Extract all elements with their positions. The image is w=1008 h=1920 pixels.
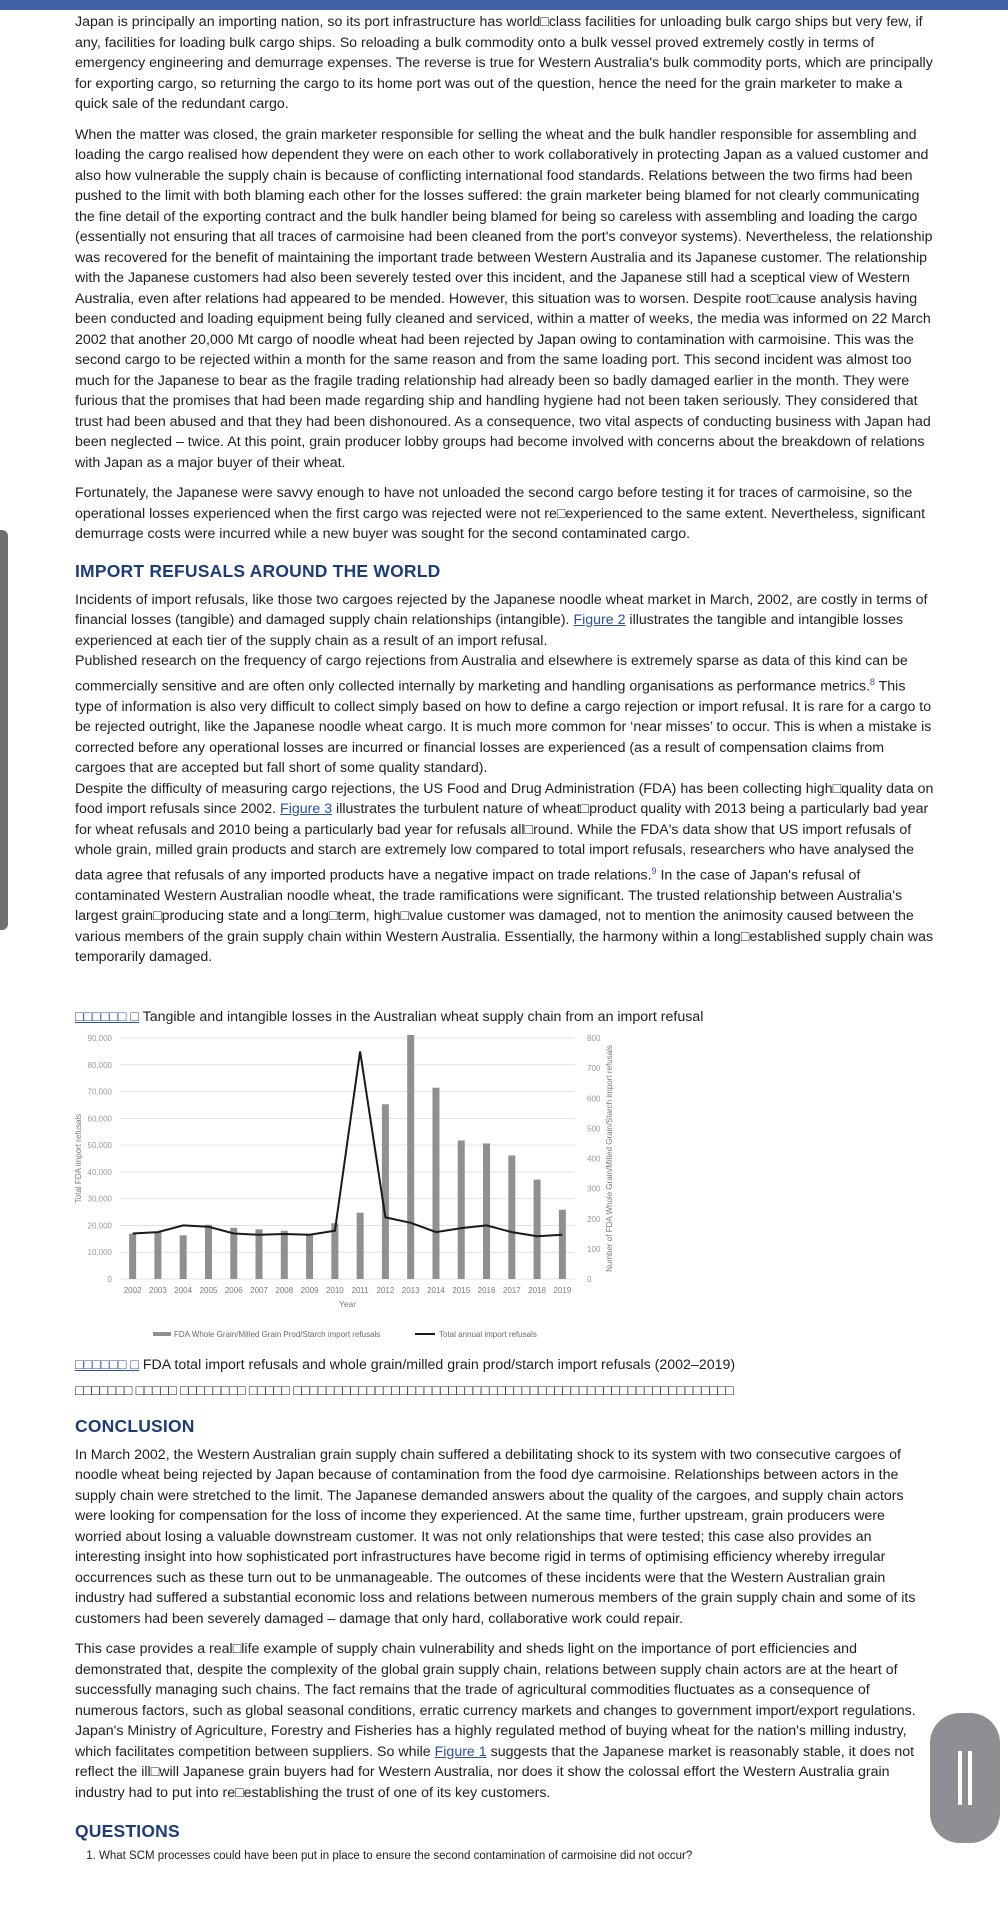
paragraph: Fortunately, the Japanese were savvy enough to have not unloaded the second cargo before testing it for traces of carmoisine, so the operational losses experienced when the first cargo was rejected were not re□experienced to the same extent. Nevertheless, significant demurrage costs were incurred while a new buyer was sought for the second contaminated cargo. xyxy=(75,485,926,542)
y-tick-label: 60,000 xyxy=(87,1114,112,1124)
x-tick-label: 2017 xyxy=(502,1285,521,1295)
figure-2-caption: □□□□□□ □ Tangible and intangible losses in the Australian wheat supply chain from an import refusal xyxy=(75,1008,704,1025)
y2-tick-label: 500 xyxy=(587,1124,601,1134)
questions-list xyxy=(75,1850,935,1862)
data-bar xyxy=(483,1143,490,1279)
x-tick-label: 2006 xyxy=(224,1285,243,1295)
x-tick-label: 2003 xyxy=(149,1285,167,1295)
y2-tick-label: 300 xyxy=(587,1184,601,1194)
y2-tick-label: 100 xyxy=(587,1244,601,1254)
figure-1-link[interactable]: Figure 1 xyxy=(434,1743,487,1760)
footnote-ref[interactable]: 8 xyxy=(869,676,875,687)
data-bar xyxy=(382,1104,389,1279)
garbled-note: □□□□□□□ □□□□□ □□□□□□□□ □□□□□ □□□□□□□□□□□□□□□□□□□□□□□□□□□□□□□□□□□□□□□□□□□□□□□□□□□□□□ xyxy=(75,1381,734,1398)
y-tick-label: 40,000 xyxy=(87,1167,112,1177)
y2-tick-label: 800 xyxy=(587,1033,601,1043)
refusals-chart-svg xyxy=(75,1026,635,1356)
paragraph: Published research on the frequency of cargo rejections from Australia and elsewhere is extremely sparse as data of this kind can be commercially sensitive and are often only collected internally by marketing and handling organisations as performance metrics.$^8$ This type of information is also very difficult to collect simply based on how to define a cargo rejection or import refusal. It is rare for a cargo to be rejected outright, like the Japanese noodle wheat cargo. It is much more common for ‘near misses’ to occur. This is when a mistake is corrected before any operational losses are incurred or financial losses are experienced (as a result of compensation claims from cargoes that are accepted but fall short of some quality standard). xyxy=(75,653,932,777)
x-axis-title: Year xyxy=(338,1298,357,1309)
y2-tick-label: 700 xyxy=(587,1064,601,1074)
data-bar xyxy=(154,1232,161,1279)
y-tick-label: 50,000 xyxy=(87,1141,112,1151)
y-tick-label: 10,000 xyxy=(87,1248,112,1258)
y-tick-label: 70,000 xyxy=(87,1087,112,1097)
y-tick-label: 30,000 xyxy=(87,1194,112,1204)
data-bar xyxy=(180,1235,187,1279)
footnote-ref[interactable]: 9 xyxy=(651,865,657,876)
paragraph: Despite the difficulty of measuring cargo rejections, the US Food and Drug Administration (FDA) has been collecting high□quality data on food import refusals since 2002. Figure 3 illustrates the turbulent nature of wheat□product quality with 2013 being a particularly bad year for wheat refusals and 2010 being a particularly bad year for refusals all□round. While the FDA's data show that US import refusals of whole grain, milled grain products and starch are extremely low compared to total import refusals, researchers who have analysed the data agree that refusals of any imported products have a negative impact on trade relations.$^9$ In the case of Japan's refusal of contaminated Western Australian noodle wheat, the trade ramifications were significant. The trusted relationship between Australia's largest grain□producing state and a long□term, high□value customer was damaged, not to mention the animosity caused between the various members of the grain supply chain within Western Australia. Essentially, the harmony within a long□established supply chain was temporarily damaged. xyxy=(75,780,934,966)
data-bar xyxy=(432,1088,439,1279)
figure-3-link[interactable]: Figure 3 xyxy=(280,801,333,818)
x-tick-label: 2005 xyxy=(199,1285,218,1295)
x-tick-label: 2002 xyxy=(123,1285,142,1295)
x-tick-label: 2011 xyxy=(351,1285,369,1295)
y2-axis-title: Number of FDA Whole Grain/Milled Grain/Starch import refusals xyxy=(605,1045,614,1272)
y2-tick-label: 600 xyxy=(587,1094,601,1104)
data-bar xyxy=(357,1213,364,1279)
data-line-total-refusals xyxy=(133,1051,563,1236)
data-bar xyxy=(534,1180,541,1279)
x-tick-label: 2008 xyxy=(275,1285,294,1295)
paragraph: When the matter was closed, the grain marketer responsible for selling the wheat and the bulk handler responsible for assembling and loading the cargo realised how dependent they were on each other to work collaboratively in protecting Japan as a valued customer and also how vulnerable the supply chain is because of conflicting international food standards. Relations between the two firms had been pushed to the limit with both blaming each other for the losses suffered: the grain marketer being blamed for not clearly communicating the fine detail of the exporting contract and the bulk handler being blamed for being so careless with assembling and loading the cargo (essentially not ensuring that all traces of carmoisine had been cleaned from the port's conveyor systems). Nevertheless, the relationship was recovered for the benefit of maintaining the important trade between Western Australia and its Japanese customer. The relationship with the Japanese customers had also been severely tested over this incident, and the Japanese still had a sceptical view of Western Australia, even after relations had appeared to be mended. However, this situation was to worsen. Despite root□cause analysis having been conducted and loading equipment being fully cleaned and serviced, within a matter of weeks, the media was informed on 22 March 2002 that another 20,000 Mt cargo of noodle wheat had been rejected by Japan owing to contamination with carmoisine. This was the second cargo to be rejected within a month for the same reason and from the same loading port. This second incident was almost too much for the Japanese to bear as the fragile trading relationship had already been so badly damaged earlier in the month. They were furious that the promises that had been made regarding ship and handling hygiene had not been taken seriously. They considered that trust had been abused and that they had been dishonoured. As a consequence, two vital aspects of conducting business with Japan had been neglected – twice. At this point, grain producer lobby groups had become involved with concerns about the breakdown of relations with Japan as a major buyer of their wheat. xyxy=(75,126,933,471)
grip-line-icon xyxy=(958,1751,962,1805)
data-bar xyxy=(458,1140,465,1279)
y-tick-label: 20,000 xyxy=(87,1221,112,1231)
figure-2-tag[interactable]: □□□□□□ □ xyxy=(75,1008,139,1025)
article-body xyxy=(75,12,935,1862)
left-panel-handle[interactable] xyxy=(0,530,8,930)
y-tick-label: 90,000 xyxy=(87,1033,112,1043)
section-heading-questions: QUESTIONS xyxy=(75,1821,180,1842)
top-accent-bar xyxy=(0,0,1008,10)
section-heading-conclusion: CONCLUSION xyxy=(75,1415,195,1436)
figure-3-tag[interactable]: □□□□□□ □ xyxy=(75,1356,139,1373)
data-bar xyxy=(559,1210,566,1279)
y-tick-label: 80,000 xyxy=(87,1060,112,1070)
x-tick-label: 2010 xyxy=(325,1285,344,1295)
x-tick-label: 2013 xyxy=(401,1285,420,1295)
x-tick-label: 2012 xyxy=(376,1285,395,1295)
data-bar xyxy=(306,1234,313,1279)
data-bar xyxy=(256,1229,263,1279)
legend-label-line: Total annual import refusals xyxy=(439,1329,537,1339)
x-tick-label: 2004 xyxy=(174,1285,193,1295)
paragraph: Japan is principally an importing nation, so its port infrastructure has world□class facilities for unloading bulk cargo ships but very few, if any, facilities for loading bulk cargo ships. So reloading a bulk commodity onto a bulk vessel proved extremely costly in terms of emergency engineering and demurrage expenses. The reverse is true for Western Australia's bulk commodity ports, which are principally for exporting cargo, so returning the cargo to its home port was out of the question, hence the need for the grain marketer to make a quick sale of the redundant cargo. xyxy=(75,14,933,112)
data-bar xyxy=(205,1225,212,1279)
y2-tick-label: 200 xyxy=(587,1214,601,1224)
paragraph: This case provides a real□life example of supply chain vulnerability and sheds light on the importance of port efficiencies and demonstrated that, despite the complexity of the global grain supply chain, relations between supply chain actors are at the heart of successfully managing such chains. The fact remains that the trade of agricultural commodities fluctuates as a consequence of numerous factors, such as global seasonal conditions, erratic currency markets and changes to government import/export regulations. Japan's Ministry of Agriculture, Forestry and Fisheries has a highly regulated method of buying wheat for the nation's milling industry, which facilitates competition between suppliers. So while Figure 1 suggests that the Japanese market is reasonably stable, it does not reflect the ill□will Japanese grain buyers had for Western Australia, nor does it show the colossal effort the Western Australia grain industry had to put into re□establishing the trust of one of its key customers. xyxy=(75,1641,916,1801)
refusals-chart xyxy=(75,1026,635,1356)
x-tick-label: 2016 xyxy=(477,1285,496,1295)
paragraph: In March 2002, the Western Australian grain supply chain suffered a debilitating shock to its system with two consecutive cargoes of noodle wheat being rejected by Japan because of contamination from the food dye carmoisine. Relationships between actors in the supply chain were stretched to the limit. The Japanese demanded answers about the quality of the cargoes, and supply chain actors were looking for compensation for the loss of income they experienced. At the same time, further upstream, grain producers were worried about losing a valuable downstream customer. It was not only relationships that were tested; this case also provides an interesting insight into how sophisticated port infrastructures have become rigid in terms of optimising efficiency whereby irregular occurrences such as these turn out to be unmanageable. The outcomes of these incidents were that the Western Australian grain industry had suffered a substantial economic loss and relations between numerous members of the grain supply chain and some of its customers had been severely damaged – damage that only hard, collaborative work could repair. xyxy=(75,1446,916,1627)
y2-tick-label: 0 xyxy=(587,1274,592,1284)
figure-3-caption: □□□□□□ □ FDA total import refusals and whole grain/milled grain prod/starch import refusals (2002–2019) xyxy=(75,1356,736,1373)
section-heading-import-refusals: IMPORT REFUSALS AROUND THE WORLD xyxy=(75,560,441,581)
data-bar xyxy=(230,1228,237,1279)
x-tick-label: 2007 xyxy=(250,1285,268,1295)
x-tick-label: 2018 xyxy=(528,1285,546,1295)
y-tick-label: 0 xyxy=(107,1274,112,1284)
y-axis-title: Total FDA import refusals xyxy=(74,1113,83,1204)
question-item: 1. What SCM processes could have been put in place to ensure the second contamination of carmoisine did not occur? xyxy=(99,1850,935,1862)
y2-tick-label: 400 xyxy=(587,1154,601,1164)
x-tick-label: 2014 xyxy=(427,1285,445,1295)
legend-swatch-bars xyxy=(153,1332,171,1336)
data-bar xyxy=(508,1155,515,1279)
legend-label-bars: FDA Whole Grain/Milled Grain Prod/Starch import refusals xyxy=(174,1329,381,1339)
data-bar xyxy=(129,1234,136,1279)
data-bar xyxy=(281,1231,288,1279)
pager-handle[interactable] xyxy=(930,1713,1000,1843)
grip-line-icon xyxy=(968,1751,972,1805)
paragraph: Incidents of import refusals, like those two cargoes rejected by the Japanese noodle wheat market in March, 2002, are costly in terms of financial losses (tangible) and damaged supply chain relationships (intangible). Figure 2 illustrates the tangible and intangible losses experienced at each tier of the supply chain as a result of an import refusal. xyxy=(75,591,928,649)
figure-2-link[interactable]: Figure 2 xyxy=(573,612,626,628)
data-bar xyxy=(407,1035,414,1279)
x-tick-label: 2015 xyxy=(452,1285,471,1295)
x-tick-label: 2009 xyxy=(300,1285,319,1295)
x-tick-label: 2019 xyxy=(553,1285,572,1295)
